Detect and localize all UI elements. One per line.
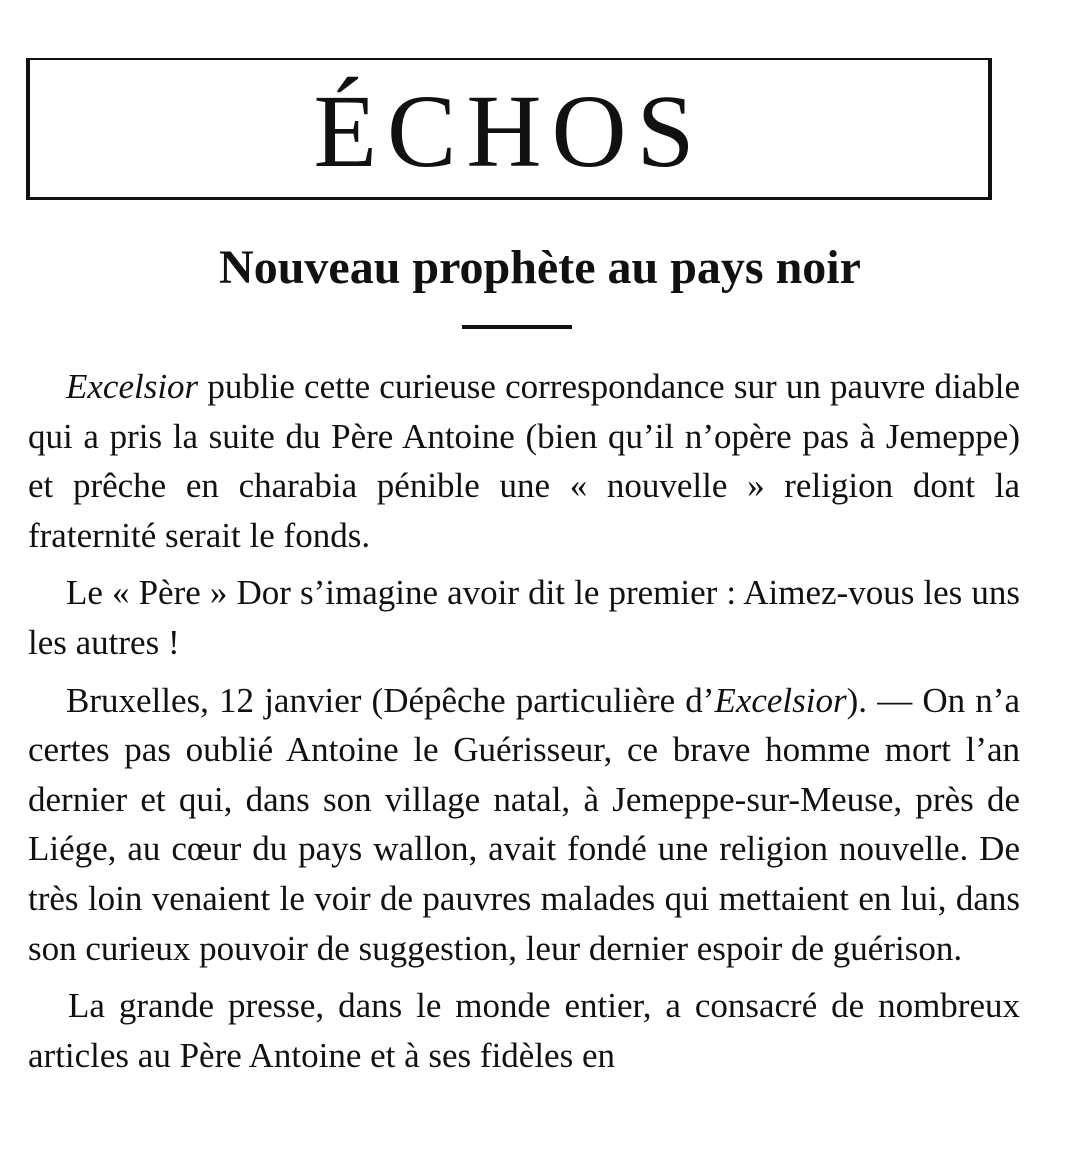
section-title: ÉCHOS bbox=[313, 74, 705, 189]
dateline: Bruxelles, 12 janvier (Dépêche particulière d’ bbox=[66, 680, 715, 720]
paragraph-2 bbox=[28, 568, 1020, 667]
article-body bbox=[28, 362, 1020, 1088]
paragraph-text: La grande presse, dans le monde entier, a consacré de nombreux articles au Père Antoine et à ses fidèles en bbox=[28, 986, 1020, 1075]
paragraph-text: Le « Père » Dor s’imagine avoir dit le premier : Aimez-vous les uns les autres ! bbox=[28, 573, 1020, 662]
dateline-end: ). bbox=[846, 680, 868, 720]
paragraph-text: — On n’a certes pas oublié Antoine le Guérisseur, ce brave homme mort l’an dernier et qui, dans son village natal, à Jemeppe-sur-Meuse, près de Liége, au cœur du pays wallon, avait fondé une religion nouvelle. De très loin venaient le voir de pauvres malades qui mettaient en lui, dans son curieux pouvoir de suggestion, leur dernier espoir de guérison. bbox=[28, 680, 1020, 968]
source-name: Excelsior bbox=[714, 680, 847, 720]
source-name: Excelsior bbox=[66, 367, 199, 406]
paragraph-4 bbox=[28, 981, 1020, 1080]
headline-divider bbox=[462, 325, 572, 329]
paragraph-3 bbox=[28, 676, 1020, 974]
paragraph-1 bbox=[28, 362, 1020, 560]
article-headline: Nouveau prophète au pays noir bbox=[219, 241, 861, 294]
masthead-box bbox=[26, 58, 992, 200]
paragraph-text: publie cette curieuse correspondance sur un pauvre diable qui a pris la suite du Père Antoine (bien qu’il n’opère pas à Jemeppe) et prêche en charabia pénible une « nouvelle » religion dont la fraternité serait le fonds. bbox=[28, 367, 1020, 555]
